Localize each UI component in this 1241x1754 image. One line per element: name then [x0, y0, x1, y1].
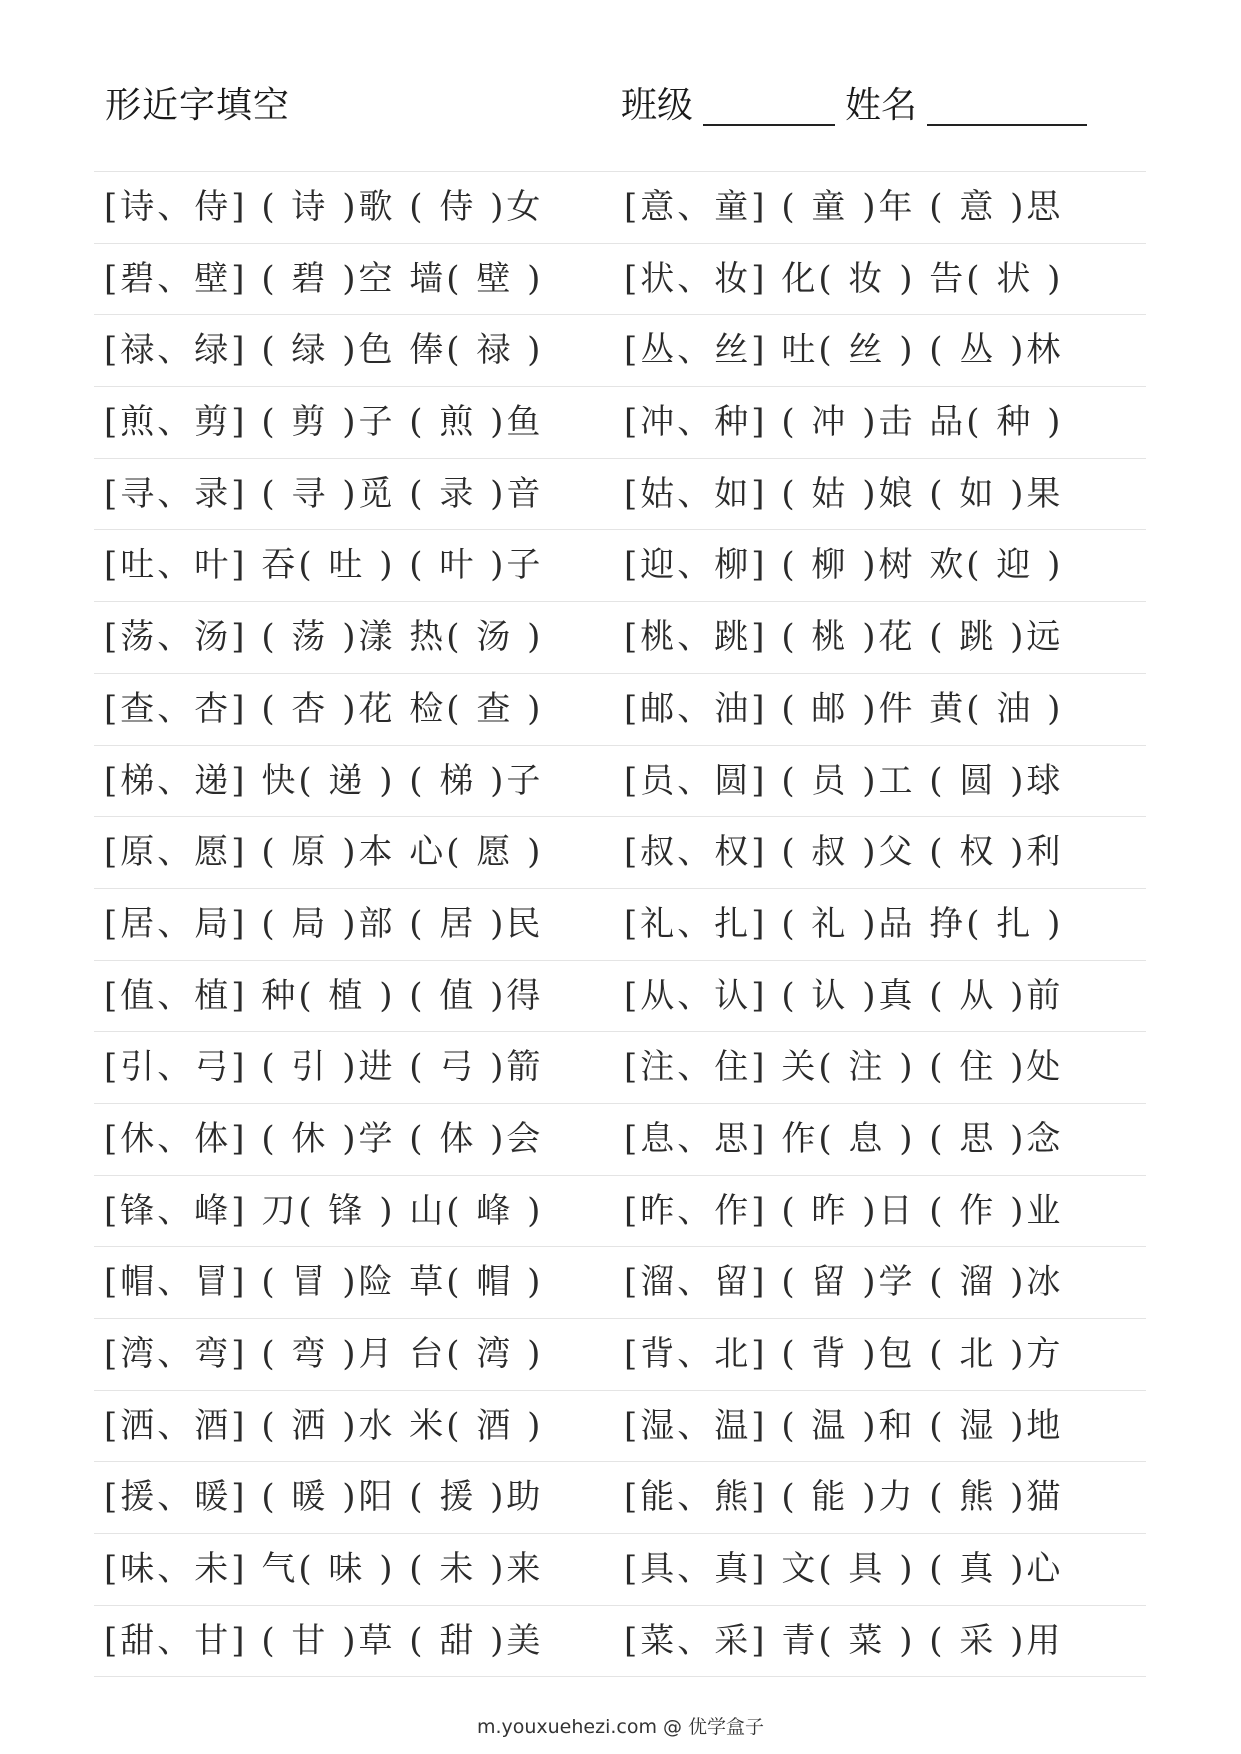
table-row: [94, 1104, 1146, 1176]
page-title: 形近字填空: [105, 85, 291, 126]
exercise-left: [梯、递] 快( 递 ) ( 梯 )子: [104, 760, 544, 801]
table-row: [94, 1319, 1146, 1391]
exercise-left: [寻、录] ( 寻 )觅 ( 录 )音: [104, 473, 544, 514]
exercise-left: [禄、绿] ( 绿 )色 俸( 禄 ): [104, 330, 544, 371]
exercise-left: [荡、汤] ( 荡 )漾 热( 汤 ): [104, 617, 544, 658]
exercise-left: [湾、弯] ( 弯 )月 台( 湾 ): [104, 1334, 544, 1374]
table-row: [94, 244, 1146, 316]
exercise-right: [背、北] ( 背 )包 ( 北 )方: [624, 1334, 1064, 1374]
exercise-left: [原、愿] ( 原 )本 心( 愿 ): [104, 832, 544, 873]
name-label: 姓名: [845, 85, 918, 126]
exercise-left: [煎、剪] ( 剪 )子 ( 煎 )鱼: [104, 402, 544, 443]
exercise-right: [具、真] 文( 具 ) ( 真 )心: [624, 1549, 1064, 1590]
table-row: [94, 1606, 1146, 1678]
exercise-right: [桃、跳] ( 桃 )花 ( 跳 )远: [624, 617, 1064, 658]
exercise-right: [从、认] ( 认 )真 ( 从 )前: [624, 975, 1064, 1016]
table-row: [94, 172, 1146, 244]
name-blank: [927, 80, 1087, 126]
exercise-right: [迎、柳] ( 柳 )树 欢( 迎 ): [624, 545, 1064, 586]
table-row: [94, 1032, 1146, 1104]
table-row: [94, 1534, 1146, 1606]
exercise-left: [查、杏] ( 杏 )花 检( 查 ): [104, 688, 544, 729]
exercise-right: [昨、作] ( 昨 )日 ( 作 )业: [624, 1190, 1064, 1231]
exercise-right: [邮、油] ( 邮 )件 黄( 油 ): [624, 688, 1064, 729]
table-row: [94, 387, 1146, 459]
exercise-left: [洒、酒] ( 洒 )水 米( 酒 ): [104, 1405, 544, 1446]
exercise-left: [援、暖] ( 暖 )阳 ( 援 )助: [104, 1477, 544, 1518]
table-row: [94, 1176, 1146, 1248]
exercise-right: [溜、留] ( 留 )学 ( 溜 )冰: [624, 1262, 1064, 1303]
class-label: 班级: [621, 85, 694, 126]
exercise-rows: [94, 171, 1146, 1677]
exercise-left: [锋、峰] 刀( 锋 ) 山( 峰 ): [104, 1190, 544, 1231]
table-row: [94, 1391, 1146, 1463]
exercise-right: [状、妆] 化( 妆 ) 告( 状 ): [624, 258, 1064, 299]
class-blank: [703, 80, 835, 126]
exercise-left: [帽、冒] ( 冒 )险 草( 帽 ): [104, 1262, 544, 1303]
exercise-left: [引、弓] ( 引 )进 ( 弓 )箭: [104, 1047, 544, 1088]
exercise-right: [员、圆] ( 员 )工 ( 圆 )球: [624, 760, 1064, 801]
table-row: [94, 817, 1146, 889]
exercise-right: [冲、种] ( 冲 )击 品( 种 ): [624, 402, 1064, 443]
table-row: [94, 459, 1146, 531]
exercise-right: [意、童] ( 童 )年 ( 意 )思: [624, 187, 1064, 227]
exercise-left: [居、局] ( 局 )部 ( 居 )民: [104, 903, 544, 944]
exercise-right: [菜、采] 青( 菜 ) ( 采 )用: [624, 1620, 1064, 1661]
exercise-right: [礼、扎] ( 礼 )品 挣( 扎 ): [624, 903, 1064, 944]
exercise-left: [碧、壁] ( 碧 )空 墙( 壁 ): [104, 258, 544, 299]
exercise-right: [丛、丝] 吐( 丝 ) ( 丛 )林: [624, 330, 1064, 371]
exercise-right: [息、思] 作( 息 ) ( 思 )念: [624, 1118, 1064, 1159]
worksheet-header: [105, 78, 1111, 138]
exercise-left: [味、未] 气( 味 ) ( 未 )来: [104, 1549, 544, 1590]
table-row: [94, 746, 1146, 818]
exercise-left: [值、植] 种( 植 ) ( 值 )得: [104, 975, 544, 1016]
exercise-left: [休、体] ( 休 )学 ( 体 )会: [104, 1118, 544, 1159]
exercise-right: [叔、权] ( 叔 )父 ( 权 )利: [624, 832, 1064, 873]
exercise-left: [吐、叶] 吞( 吐 ) ( 叶 )子: [104, 545, 544, 586]
table-row: [94, 602, 1146, 674]
table-row: [94, 1247, 1146, 1319]
student-info-fields: [621, 78, 1097, 134]
exercise-right: [湿、温] ( 温 )和 ( 湿 )地: [624, 1405, 1064, 1446]
table-row: [94, 315, 1146, 387]
exercise-right: [能、熊] ( 能 )力 ( 熊 )猫: [624, 1477, 1064, 1518]
table-row: [94, 1462, 1146, 1534]
exercise-right: [姑、如] ( 姑 )娘 ( 如 )果: [624, 473, 1064, 514]
footer-watermark: m.youxuehezi.com @ 优学盒子: [476, 1716, 765, 1738]
table-row: [94, 530, 1146, 602]
exercise-right: [注、住] 关( 注 ) ( 住 )处: [624, 1047, 1064, 1088]
exercise-left: [诗、侍] ( 诗 )歌 ( 侍 )女: [104, 187, 544, 227]
table-row: [94, 889, 1146, 961]
table-row: [94, 961, 1146, 1033]
table-row: [94, 674, 1146, 746]
exercise-left: [甜、甘] ( 甘 )草 ( 甜 )美: [104, 1620, 544, 1661]
